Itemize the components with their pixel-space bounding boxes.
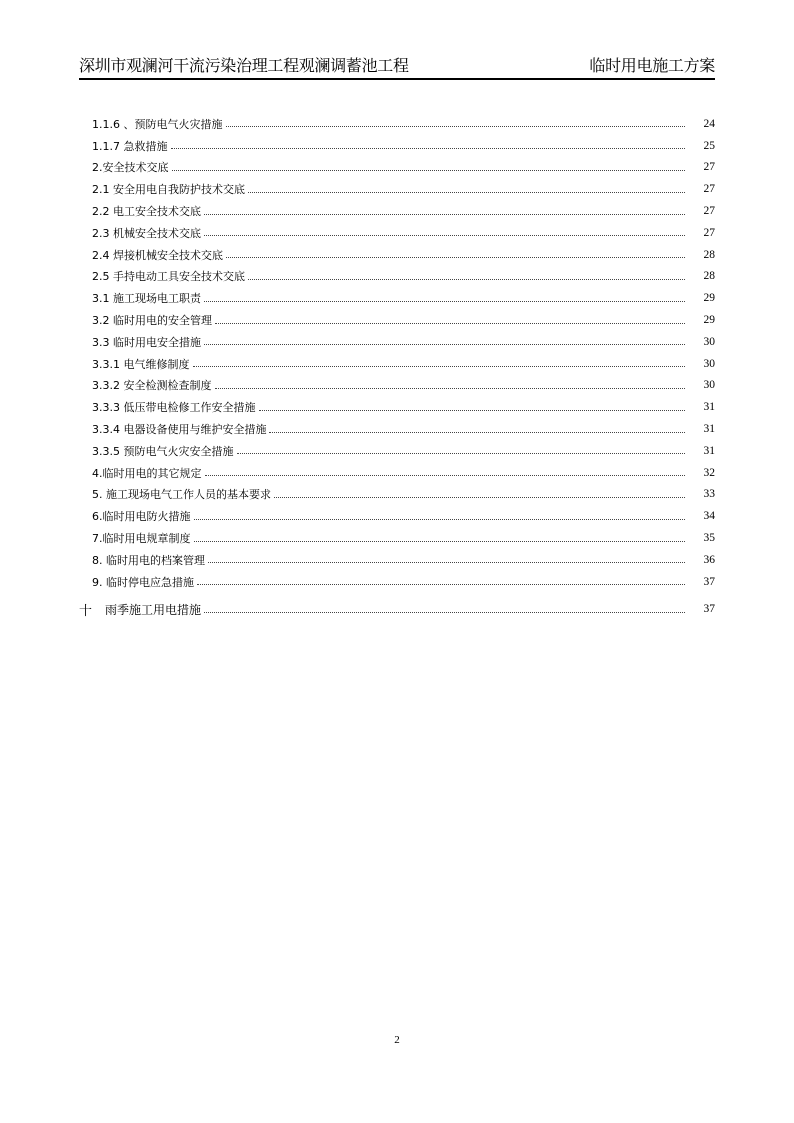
toc-leader-dots: [226, 126, 686, 127]
toc-entry-page: 30: [703, 379, 715, 392]
toc-entry-title: 5. 施工现场电气工作人员的基本要求: [92, 488, 271, 502]
toc-entry[interactable]: [79, 396, 715, 418]
table-of-contents: [79, 113, 715, 620]
toc-entry[interactable]: [79, 244, 715, 266]
toc-entry-page: 29: [703, 314, 715, 327]
toc-entry-page: 27: [703, 205, 715, 218]
toc-entry-title: 雨季施工用电措施: [105, 602, 202, 617]
toc-leader-dots: [269, 432, 685, 433]
toc-entry-page: 33: [703, 488, 715, 501]
toc-entry-page: 37: [703, 575, 715, 588]
toc-entry-title: 3.3.2 安全检测检查制度: [92, 379, 212, 393]
toc-entry[interactable]: [79, 462, 715, 484]
toc-leader-dots: [205, 475, 686, 476]
toc-entry[interactable]: [79, 266, 715, 288]
toc-entry-page: 34: [703, 510, 715, 523]
toc-entry-page: 31: [703, 444, 715, 457]
toc-leader-dots: [194, 519, 686, 520]
toc-entry[interactable]: [79, 222, 715, 244]
page-number: 2: [394, 1034, 400, 1046]
toc-entry[interactable]: [79, 178, 715, 200]
toc-leader-dots: [215, 388, 686, 389]
toc-entry-page: 27: [703, 161, 715, 174]
toc-entry-title: 3.3.1 电气维修制度: [92, 357, 190, 371]
toc-entry[interactable]: [79, 571, 715, 593]
toc-entry-title: 3.3.4 电器设备使用与维护安全措施: [92, 423, 267, 437]
toc-entry[interactable]: [79, 375, 715, 397]
toc-entry-page: 31: [703, 423, 715, 436]
toc-leader-dots: [204, 344, 685, 345]
toc-entry-title: 3.1 施工现场电工职责: [92, 292, 201, 306]
toc-entry-page: 30: [703, 335, 715, 348]
toc-entry[interactable]: [79, 200, 715, 222]
toc-entry-page: 31: [703, 401, 715, 414]
toc-entry[interactable]: [79, 331, 715, 353]
toc-entry-page: 28: [703, 248, 715, 261]
toc-entry[interactable]: [79, 157, 715, 179]
toc-entry-page: 35: [703, 532, 715, 545]
toc-entry-title: 2.5 手持电动工具安全技术交底: [92, 270, 245, 284]
toc-entry[interactable]: [79, 309, 715, 331]
toc-entry-page: 27: [703, 183, 715, 196]
toc-entry[interactable]: [79, 440, 715, 462]
header-project-title: 深圳市观澜河干流污染治理工程观澜调蓄池工程: [79, 56, 409, 75]
toc-leader-dots: [259, 410, 686, 411]
toc-leader-dots: [171, 148, 686, 149]
toc-leader-dots: [208, 562, 685, 563]
toc-entry-title: 2.1 安全用电自我防护技术交底: [92, 183, 245, 197]
toc-leader-dots: [248, 192, 685, 193]
toc-leader-dots: [204, 235, 685, 236]
toc-entry-title: 3.3.3 低压带电检修工作安全措施: [92, 401, 256, 415]
toc-entry-page: 36: [703, 553, 715, 566]
toc-leader-dots: [215, 323, 685, 324]
toc-entry-page: 32: [703, 466, 715, 479]
toc-leader-dots: [172, 170, 686, 171]
toc-entry-title: 7.临时用电规章制度: [92, 532, 191, 546]
toc-entry[interactable]: [79, 484, 715, 506]
toc-leader-dots: [248, 279, 685, 280]
toc-entry[interactable]: [79, 418, 715, 440]
toc-entry[interactable]: [79, 527, 715, 549]
toc-entry-page: 29: [703, 292, 715, 305]
toc-entry-title: 4.临时用电的其它规定: [92, 466, 202, 480]
toc-chapter-number: 十: [79, 603, 93, 619]
toc-leader-dots: [237, 453, 686, 454]
toc-entry-page: 24: [703, 117, 715, 130]
page-header: [79, 56, 715, 80]
toc-entry-title: 2.安全技术交底: [92, 161, 169, 175]
toc-entry[interactable]: [79, 113, 715, 135]
toc-entry-page: 27: [703, 226, 715, 239]
toc-entry-title: 3.3 临时用电安全措施: [92, 335, 201, 349]
toc-entry-title: 2.4 焊接机械安全技术交底: [92, 248, 223, 262]
toc-leader-dots: [204, 214, 685, 215]
toc-entry-title: 3.2 临时用电的安全管理: [92, 314, 212, 328]
toc-entry[interactable]: [79, 135, 715, 157]
toc-leader-dots: [204, 612, 685, 613]
toc-entry-title: 1.1.7 急救措施: [92, 139, 168, 153]
toc-leader-dots: [193, 366, 686, 367]
header-document-title: 临时用电施工方案: [589, 56, 715, 75]
toc-entry-title: 3.3.5 预防电气火灾安全措施: [92, 444, 234, 458]
toc-entry[interactable]: [79, 505, 715, 527]
toc-leader-dots: [274, 497, 685, 498]
toc-entry-page: 28: [703, 270, 715, 283]
toc-entry[interactable]: [79, 353, 715, 375]
toc-entry-page: 25: [703, 139, 715, 152]
toc-entry-title: 2.3 机械安全技术交底: [92, 226, 201, 240]
toc-entry[interactable]: [79, 549, 715, 571]
toc-leader-dots: [204, 301, 685, 302]
toc-entry-title: 8. 临时用电的档案管理: [92, 553, 205, 567]
toc-entry-title: 9. 临时停电应急措施: [92, 575, 194, 589]
toc-leader-dots: [226, 257, 685, 258]
toc-entry-title: 6.临时用电防火措施: [92, 510, 191, 524]
toc-entry-chapter[interactable]: [79, 599, 715, 621]
toc-entry-title: 1.1.6 、预防电气火灾措施: [92, 117, 223, 131]
toc-entry-page: 30: [703, 357, 715, 370]
toc-entry-title: 2.2 电工安全技术交底: [92, 205, 201, 219]
toc-leader-dots: [197, 584, 685, 585]
toc-entry-page: 37: [703, 603, 715, 616]
toc-entry[interactable]: [79, 287, 715, 309]
toc-leader-dots: [194, 541, 686, 542]
